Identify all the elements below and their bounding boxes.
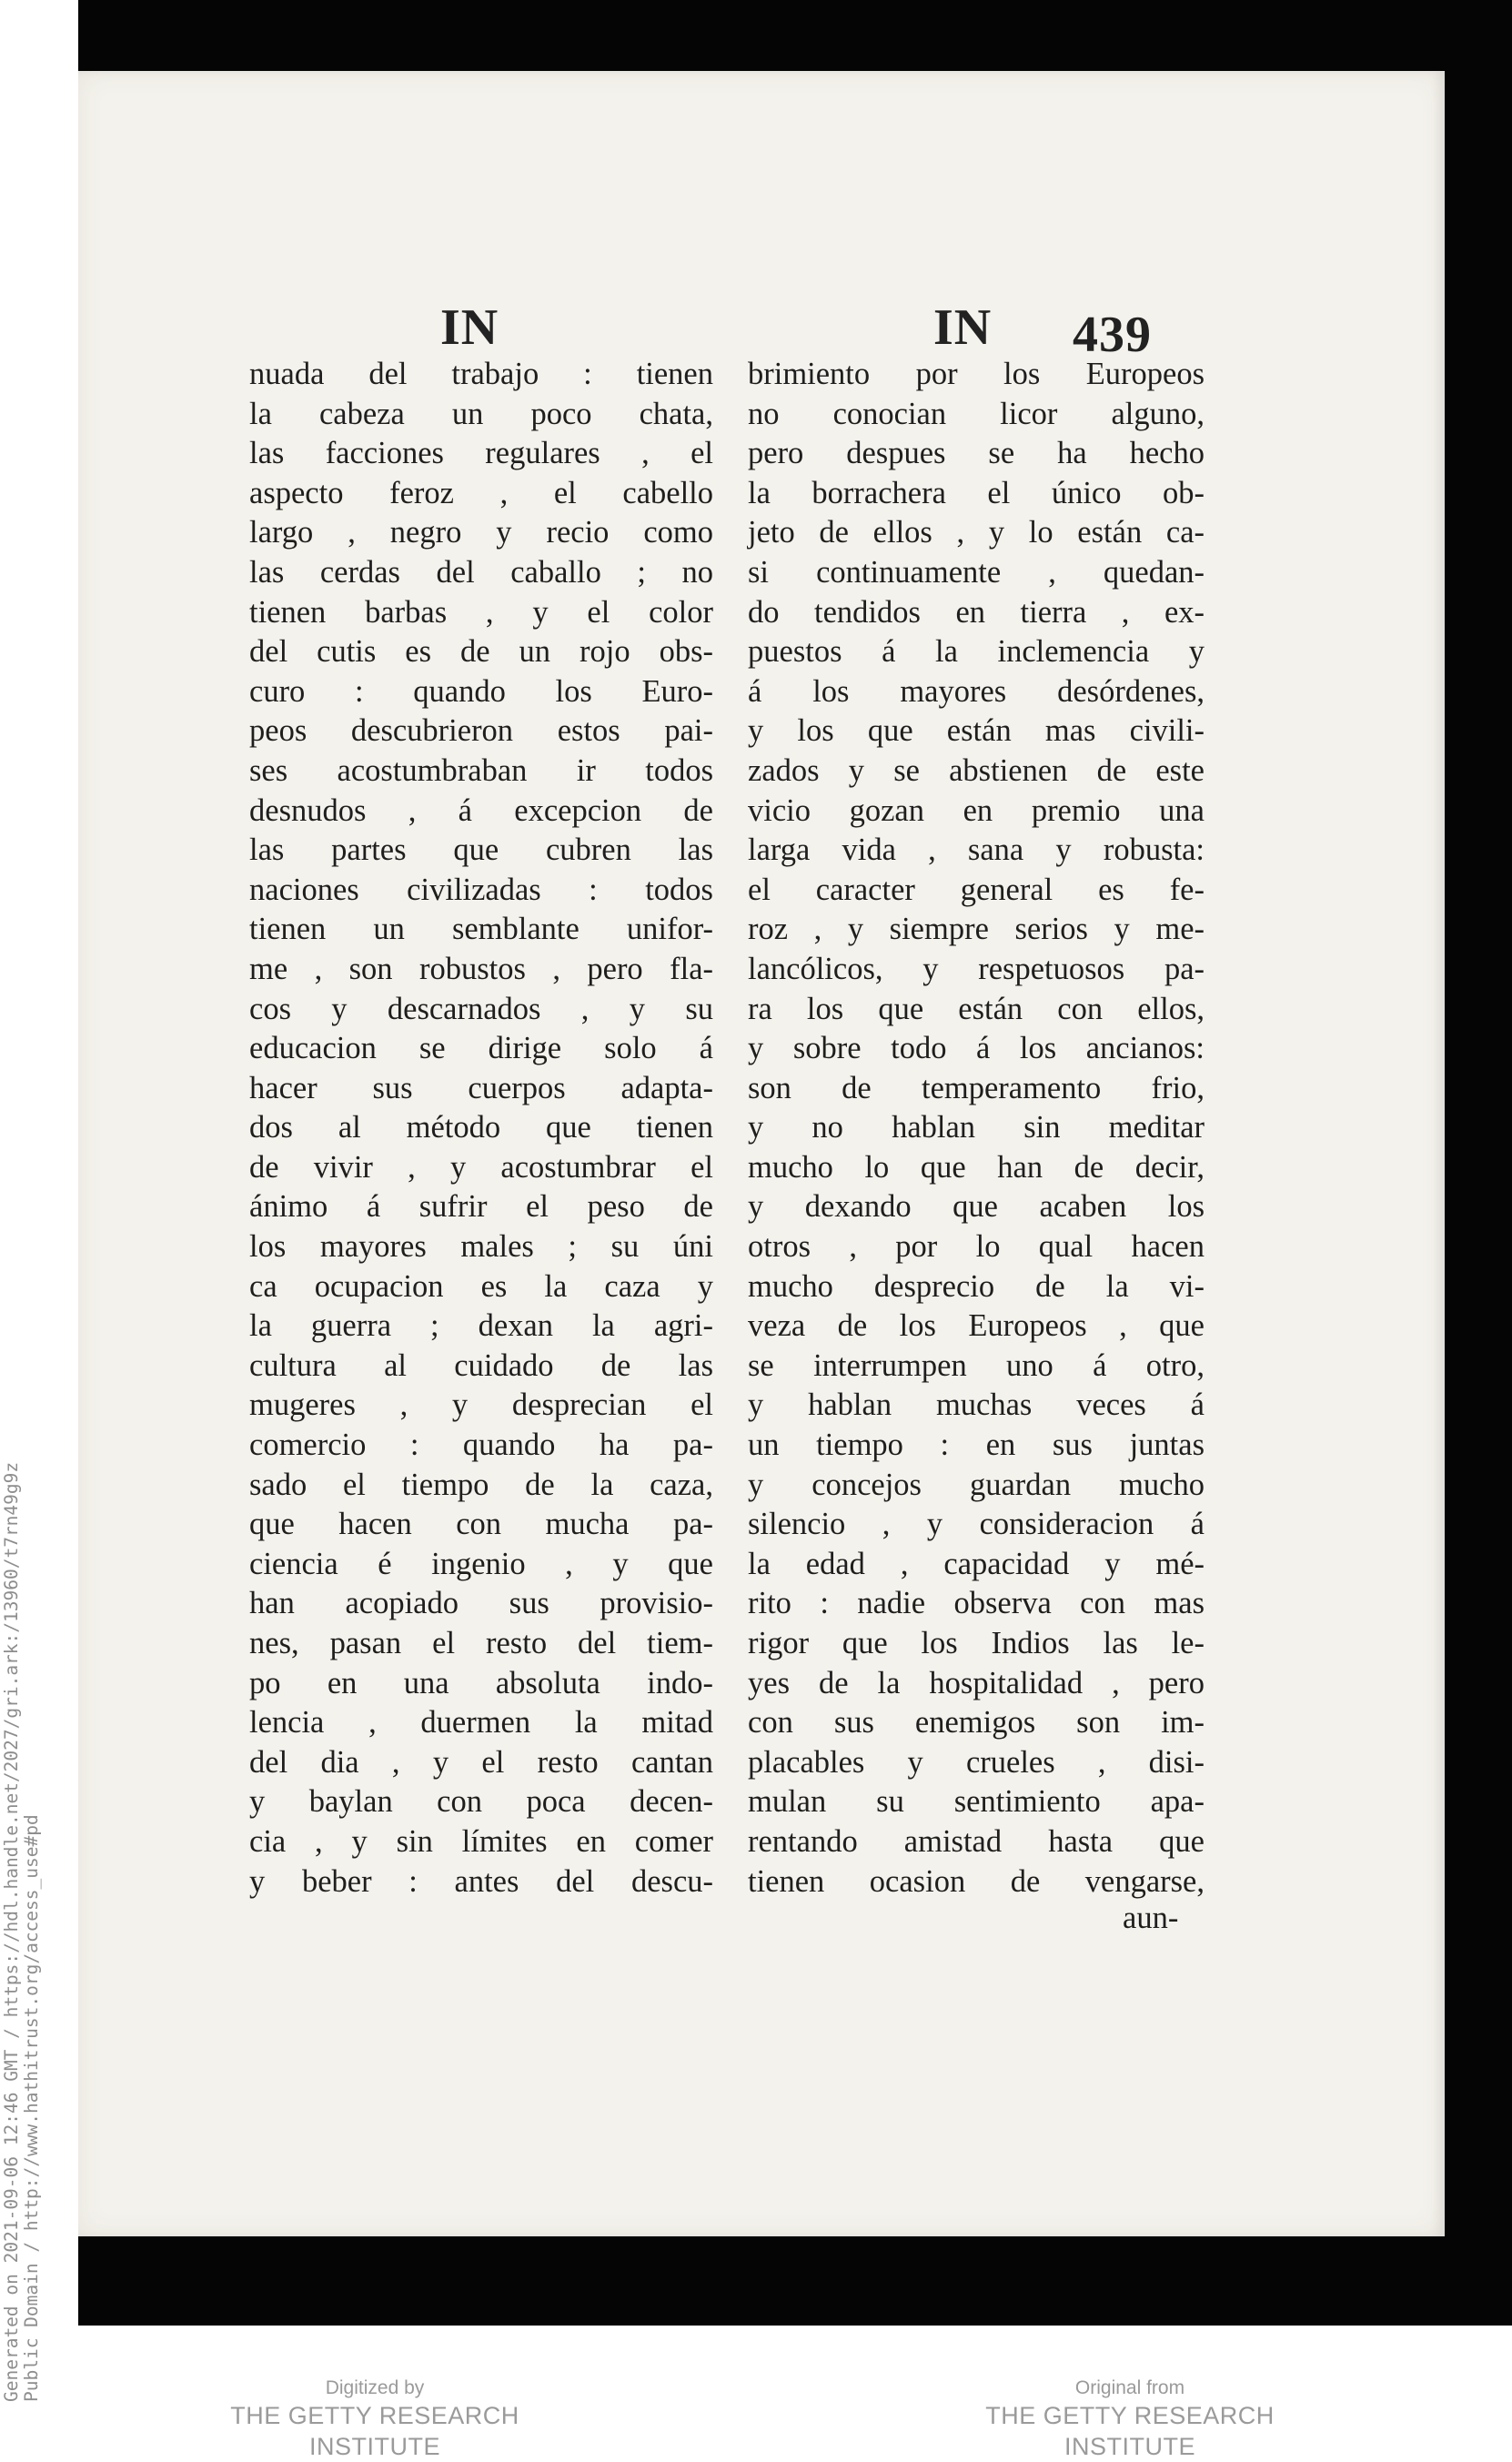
watermark-line-rights: Public Domain / http://www.hathitrust.org/access_use#pd [21,1814,42,2402]
text-line: peos descubrieron estos pai- [249,713,713,749]
text-line: la guerra ; dexan la agri- [249,1308,713,1344]
text-line: con sus enemigos son im- [748,1705,1205,1741]
text-line: zados y se abstienen de este [748,752,1205,788]
text-line: y no hablan sin meditar [748,1110,1205,1145]
text-line: se interrumpen uno á otro, [748,1347,1205,1383]
text-line: comercio : quando ha pa- [249,1428,713,1463]
text-line: lancólicos, y respetuosos pa- [748,951,1205,986]
text-line: la cabeza un poco chata, [249,396,713,431]
text-line: los mayores males ; su úni [249,1229,713,1265]
catchword: aun- [1123,1901,1179,1935]
text-line: aspecto feroz , el cabello [249,475,713,510]
text-line: tienen barbas , y el color [249,594,713,630]
text-line: y beber : antes del descu- [249,1863,713,1899]
footer-digitizer-name: THE GETTY RESEARCH INSTITUTE [230,2402,519,2460]
text-line: ses acostumbraban ir todos [249,752,713,788]
text-line: si continuamente , quedan- [748,554,1205,590]
text-line: y concejos guardan mucho [748,1467,1205,1502]
text-line: son de temperamento frio, [748,1070,1205,1105]
text-line: y baylan con poca decen- [249,1784,713,1820]
text-line: del cutis es de un rojo obs- [249,634,713,670]
text-line: jeto de ellos , y lo están ca- [748,515,1205,550]
text-line: lencia , duermen la mitad [249,1705,713,1741]
text-line: sado el tiempo de la caza, [249,1467,713,1502]
text-line: vicio gozan en premio una [748,792,1205,828]
running-head-left: IN [440,299,499,356]
text-line: curo : quando los Euro- [249,673,713,709]
text-line: cia , y sin límites en comer [249,1823,713,1859]
footer-digitized-label: Digitized by [325,2377,425,2398]
footer-original-from [930,2376,1330,2462]
text-line: largo , negro y recio como [249,515,713,550]
text-line: mucho lo que han de decir, [748,1149,1205,1185]
text-line: la borrachera el único ob- [748,475,1205,510]
text-line: veza de los Europeos , que [748,1308,1205,1344]
text-line: ciencia é ingenio , y que [249,1546,713,1581]
text-line: no conocian licor alguno, [748,396,1205,431]
text-line: placables y crueles , disi- [748,1744,1205,1780]
text-line: larga vida , sana y robusta: [748,832,1205,868]
running-head-right: IN [933,299,993,356]
text-line: rentando amistad hasta que [748,1823,1205,1859]
text-line: pero despues se ha hecho [748,436,1205,471]
text-line: nuada del trabajo : tienen [249,357,713,391]
footer-original-name: THE GETTY RESEARCH INSTITUTE [985,2402,1275,2460]
text-line: cos y descarnados , y su [249,991,713,1026]
text-line: educacion se dirige solo á [249,1031,713,1066]
text-line: ra los que están con ellos, [748,991,1205,1026]
right-text-column [748,355,1205,1902]
text-line: y los que están mas civili- [748,713,1205,749]
text-line: mucho desprecio de la vi- [748,1268,1205,1304]
text-line: que hacen con mucha pa- [249,1507,713,1542]
left-text-column [249,355,713,1902]
text-line: do tendidos en tierra , ex- [748,594,1205,630]
text-line: las facciones regulares , el [249,436,713,471]
text-line: silencio , y consideracion á [748,1507,1205,1542]
text-line: las partes que cubren las [249,832,713,868]
text-line: rigor que los Indios las le- [748,1626,1205,1660]
text-line: el caracter general es fe- [748,872,1205,907]
text-line: un tiempo : en sus juntas [748,1428,1205,1463]
footer-digitized-by [175,2376,575,2462]
text-line: otros , por lo qual hacen [748,1229,1205,1265]
text-line: tienen un semblante unifor- [249,912,713,947]
text-line: de vivir , y acostumbrar el [249,1149,713,1185]
text-line: ánimo á sufrir el peso de [249,1189,713,1225]
text-line: mulan su sentimiento apa- [748,1784,1205,1820]
footer-original-label: Original from [1074,2377,1185,2398]
text-line: me , son robustos , pero fla- [249,951,713,986]
text-line: ca ocupacion es la caza y [249,1268,713,1304]
text-line: y dexando que acaben los [748,1189,1205,1225]
text-line: naciones civilizadas : todos [249,872,713,907]
text-line: roz , y siempre serios y me- [748,912,1205,947]
text-line: la edad , capacidad y mé- [748,1546,1205,1581]
watermark-line-generated: Generated on 2021-09-06 12:46 GMT / https://hdl.handle.net/2027/gri.ark:/13960/t7rn49g9z [1,1461,22,2402]
book-page [78,71,1445,2236]
text-line: las cerdas del caballo ; no [249,554,713,590]
text-line: dos al método que tienen [249,1110,713,1145]
text-line: á los mayores desórdenes, [748,673,1205,709]
text-line: puestos á la inclemencia y [748,634,1205,670]
page-number: 439 [1073,307,1152,363]
text-line: y sobre todo á los ancianos: [748,1031,1205,1066]
text-line: hacer sus cuerpos adapta- [249,1070,713,1105]
text-line: cultura al cuidado de las [249,1347,713,1383]
text-line: han acopiado sus provisio- [249,1586,713,1621]
text-line: tienen ocasion de vengarse, [748,1863,1205,1899]
text-line: brimiento por los Europeos [748,357,1205,391]
text-line: desnudos , á excepcion de [249,792,713,828]
text-line: mugeres , y desprecian el [249,1387,713,1423]
text-line: rito : nadie observa con mas [748,1586,1205,1621]
text-line: nes, pasan el resto del tiem- [249,1626,713,1660]
text-line: yes de la hospitalidad , pero [748,1665,1205,1700]
text-line: del dia , y el resto cantan [249,1744,713,1780]
text-line: y hablan muchas veces á [748,1387,1205,1423]
text-line: po en una absoluta indo- [249,1665,713,1700]
